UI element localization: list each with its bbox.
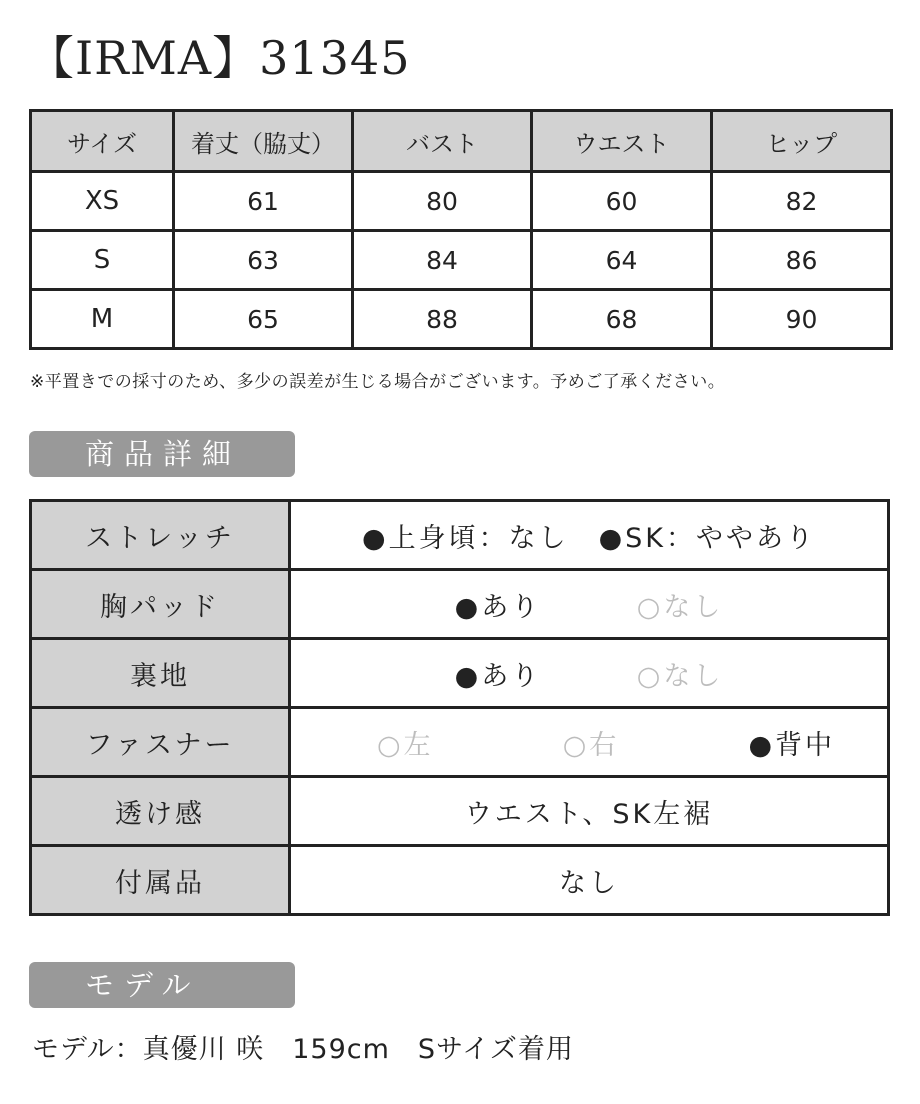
size-table-header-row bbox=[31, 111, 892, 172]
table-row bbox=[31, 290, 892, 349]
sheer-label: 透け感 bbox=[31, 777, 290, 846]
waist-cell: 64 bbox=[532, 231, 712, 290]
model-info: モデル：真優川 咲 159cm Sサイズ着用 bbox=[32, 1034, 574, 1065]
accessories-label: 付属品 bbox=[31, 846, 290, 915]
length-cell: 65 bbox=[174, 290, 353, 349]
detail-row-accessories bbox=[31, 846, 889, 915]
lining-label: 裏地 bbox=[31, 639, 290, 708]
product-details-heading: 商品詳細 bbox=[29, 431, 295, 477]
header-length: 着丈（脇丈） bbox=[174, 111, 353, 172]
page-title: 【IRMA】31345 bbox=[28, 31, 411, 85]
header-hip: ヒップ bbox=[712, 111, 892, 172]
detail-row-pad bbox=[31, 570, 889, 639]
pad-value bbox=[290, 570, 889, 639]
hip-cell: 86 bbox=[712, 231, 892, 290]
model-heading: モデル bbox=[29, 962, 295, 1008]
lining-no-option: ○なし bbox=[636, 660, 724, 692]
size-cell: M bbox=[31, 290, 174, 349]
zipper-back-option: ●背中 bbox=[748, 729, 835, 761]
table-row bbox=[31, 172, 892, 231]
pad-label: 胸パッド bbox=[31, 570, 290, 639]
zipper-left-option: ○左 bbox=[377, 729, 434, 761]
waist-cell: 68 bbox=[532, 290, 712, 349]
detail-row-lining bbox=[31, 639, 889, 708]
detail-row-zipper bbox=[31, 708, 889, 777]
waist-cell: 60 bbox=[532, 172, 712, 231]
sheer-value: ウエスト、SK左裾 bbox=[290, 777, 889, 846]
zipper-value bbox=[290, 708, 889, 777]
pad-no-option: ○なし bbox=[636, 591, 724, 623]
detail-row-stretch bbox=[31, 501, 889, 570]
stretch-label: ストレッチ bbox=[31, 501, 290, 570]
lining-value bbox=[290, 639, 889, 708]
size-cell: XS bbox=[31, 172, 174, 231]
length-cell: 63 bbox=[174, 231, 353, 290]
bust-cell: 88 bbox=[353, 290, 532, 349]
measurement-note: ※平置きでの採寸のため、多少の誤差が生じる場合がございます。予めご了承ください。 bbox=[30, 372, 726, 392]
zipper-right-option: ○右 bbox=[562, 729, 620, 761]
header-bust: バスト bbox=[353, 111, 532, 172]
length-cell: 61 bbox=[174, 172, 353, 231]
product-details-table bbox=[29, 499, 890, 916]
stretch-value: ●上身頃：なし ●SK：ややあり bbox=[290, 501, 889, 570]
size-cell: S bbox=[31, 231, 174, 290]
bust-cell: 84 bbox=[353, 231, 532, 290]
pad-yes-option: ●あり bbox=[454, 591, 542, 623]
zipper-label: ファスナー bbox=[31, 708, 290, 777]
header-waist: ウエスト bbox=[532, 111, 712, 172]
bust-cell: 80 bbox=[353, 172, 532, 231]
table-row bbox=[31, 231, 892, 290]
header-size: サイズ bbox=[31, 111, 174, 172]
lining-yes-option: ●あり bbox=[454, 660, 542, 692]
accessories-value: なし bbox=[290, 846, 889, 915]
detail-row-sheer bbox=[31, 777, 889, 846]
size-table bbox=[29, 109, 893, 350]
hip-cell: 90 bbox=[712, 290, 892, 349]
hip-cell: 82 bbox=[712, 172, 892, 231]
